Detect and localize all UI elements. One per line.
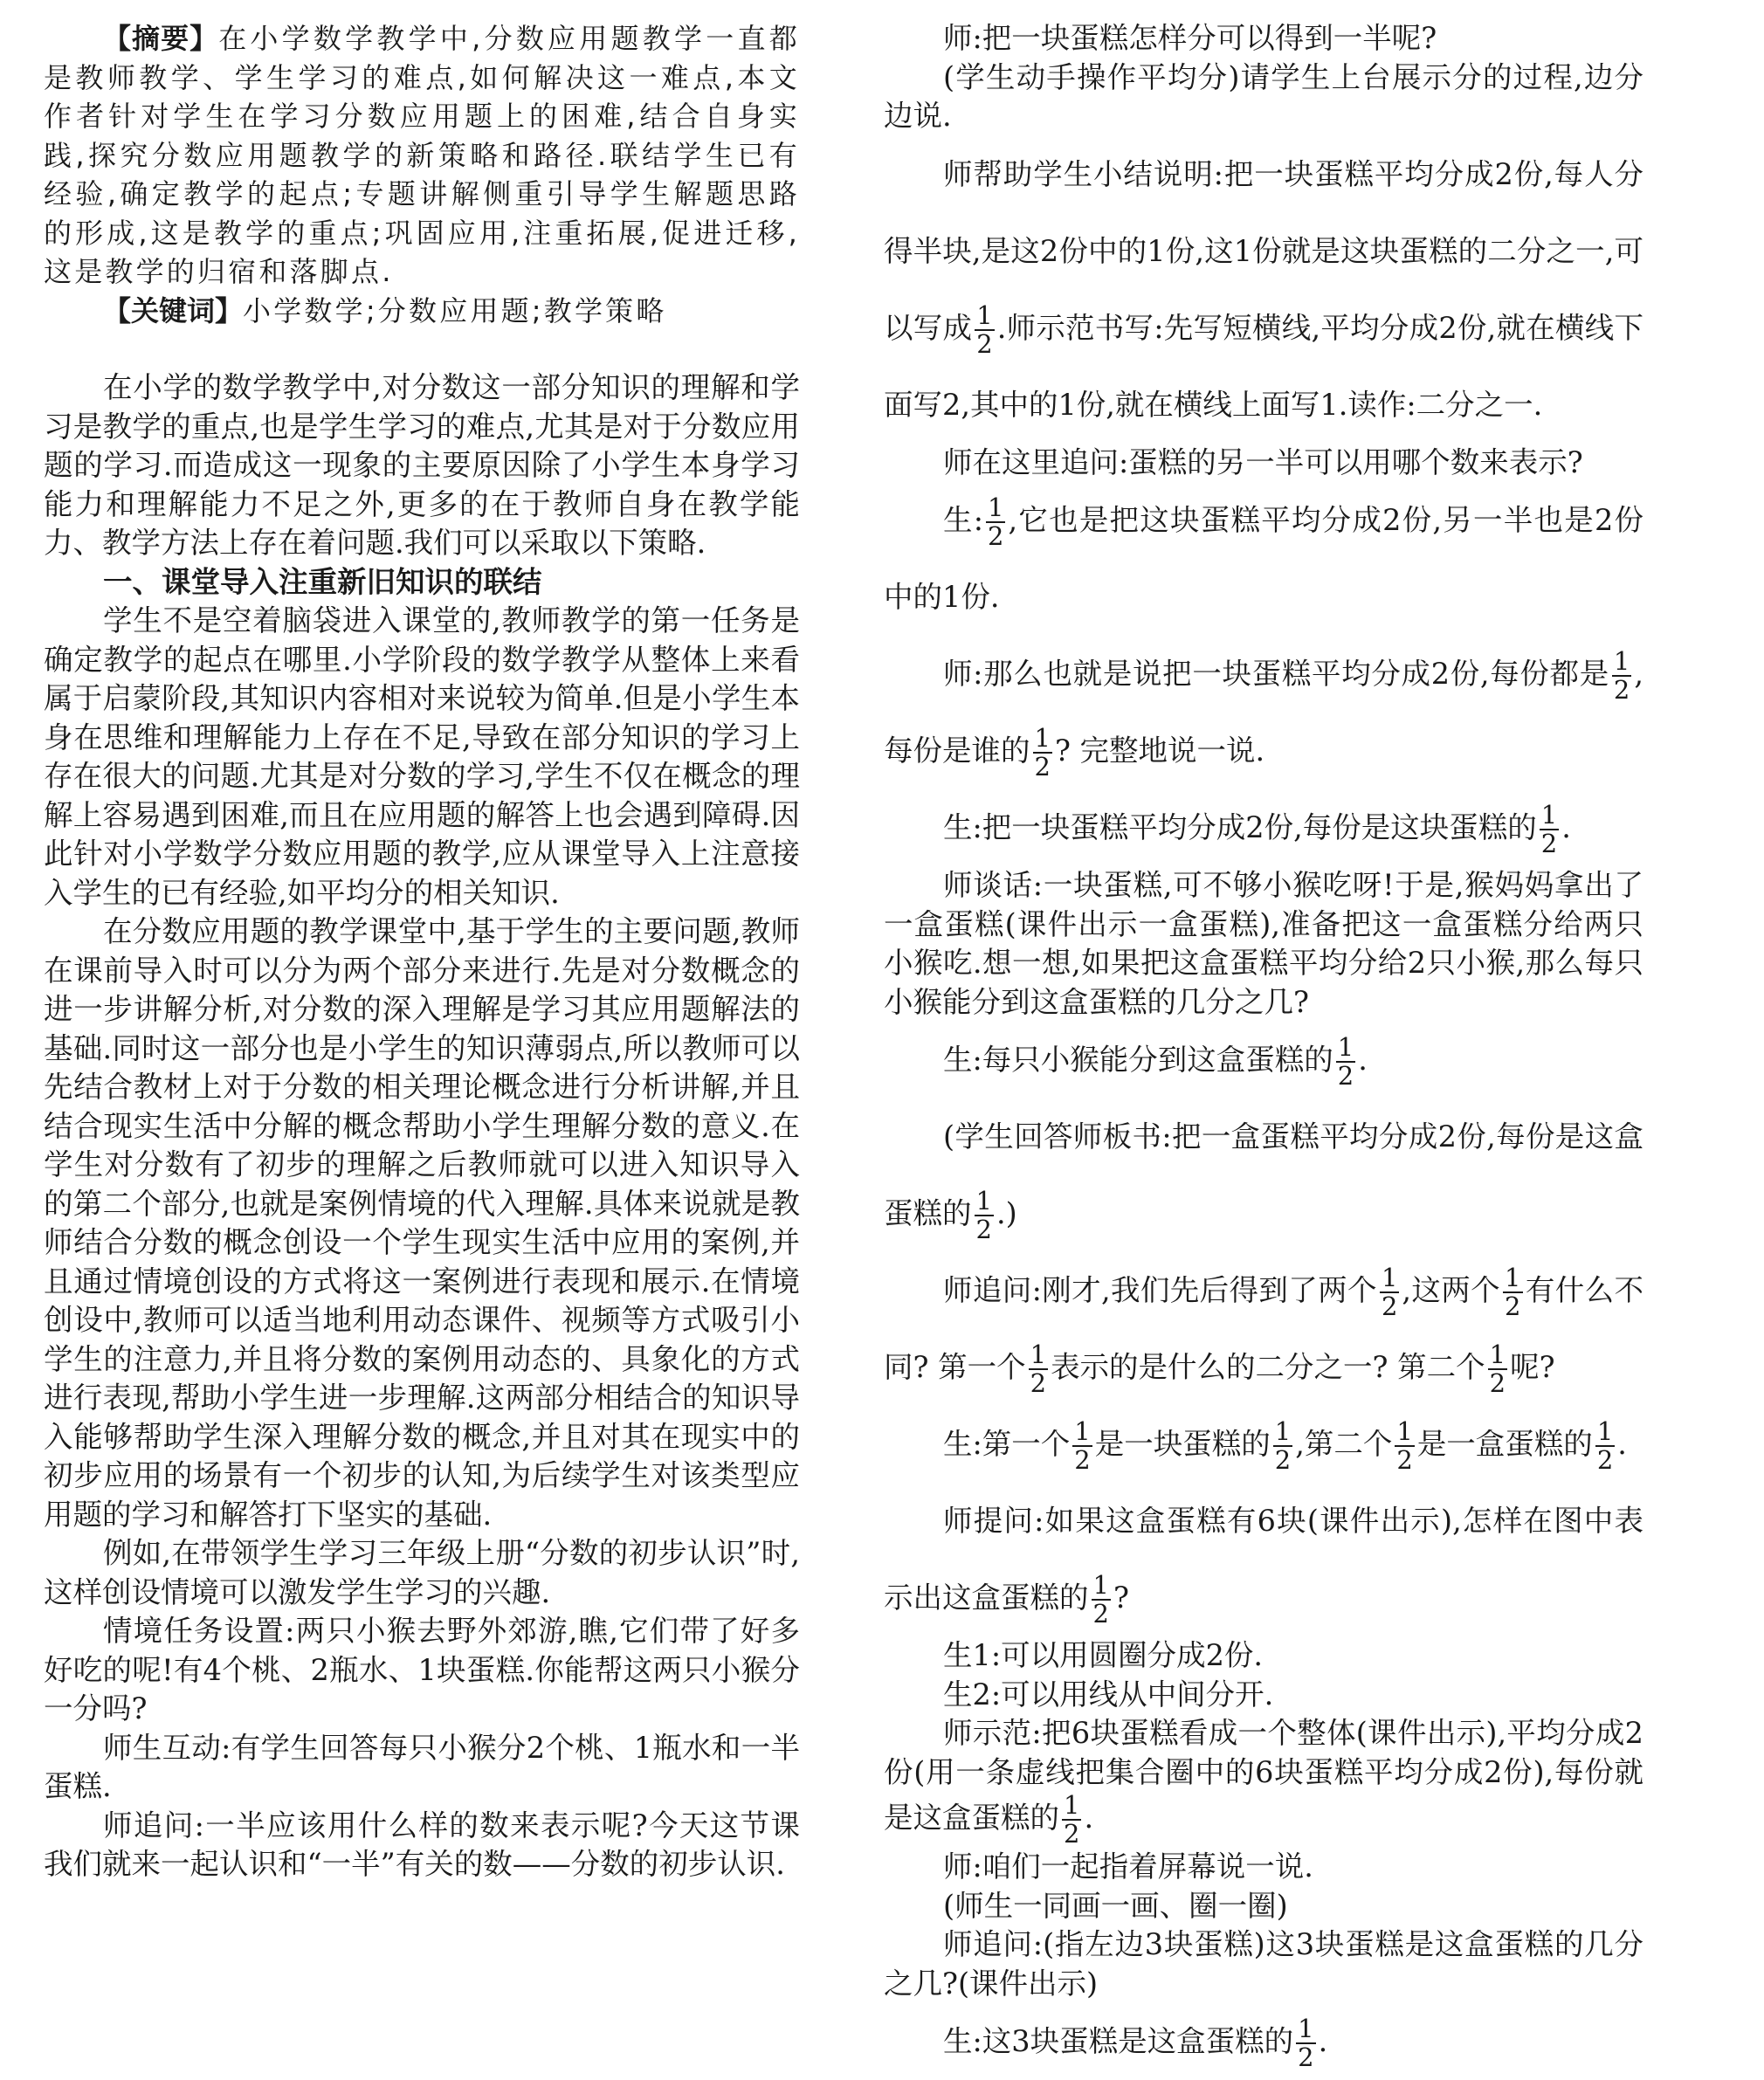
fraction: $\frac{1}{2}$ — [1613, 646, 1630, 705]
paragraph: (学生回答师板书:把一盒蛋糕平均分成2份,每份是这盒蛋糕的 $\frac{1}{2}$ .) — [884, 1119, 1643, 1244]
fraction: $\frac{1}{2}$ — [1505, 1263, 1521, 1321]
fraction: $\frac{1}{2}$ — [1034, 723, 1051, 782]
left-column — [44, 19, 800, 1884]
paragraph: 生:第一个 $\frac{1}{2}$ 是一块蛋糕的 $\frac{1}{2}$ ,第二个 $\frac{1}{2}$ 是一盒蛋糕的 $\frac{1}{2}$ . — [943, 1416, 1627, 1475]
fraction: $\frac{1}{2}$ — [1596, 1416, 1614, 1475]
paragraph: 师:咱们一起指着屏幕说一说. — [943, 1849, 1313, 1884]
fraction: $\frac{1}{2}$ — [1489, 1340, 1506, 1398]
abstract — [44, 19, 800, 292]
paragraph: 师生互动:有学生回答每只小猴分2个桃、1瓶水和一半蛋糕. — [44, 1730, 800, 1803]
paragraph: 情境任务设置:两只小猴去野外郊游,瞧,它们带了好多好吃的呢!有4个桃、2瓶水、1块蛋糕.你能帮这两只小猴分一分吗? — [44, 1614, 800, 1725]
paragraph: 在分数应用题的教学课堂中,基于学生的主要问题,教师在课前导入时可以分为两个部分来进行.先是对分数概念的进一步讲解分析,对分数的深入理解是学习其应用题解法的基础.同时这一部分也是小学生的知识薄弱点,所以教师可以先结合教材上对于分数的相关理论概念进行分析讲解,并且结合现实生活中分解的概念帮助小学生理解分数的意义.在学生对分数有了初步的理解之后教师就可以进入知识导入的第二个部分,也就是案例情境的代入理解.具体来说就是教师结合分数的概念创设一个学生现实生活中应用的案例,并且通过情境创设的方式将这一案例进行表现和展示.在情境创设中,教师可以适当地利用动态课件、视频等方式吸引小学生的注意力,并且将分数的案例用动态的、具象化的方式进行表现,帮助小学生进一步理解.这两部分相结合的知识导入能够帮助学生深入理解分数的概念,并且对其在现实中的初步应用的场景有一个初步的认知,为后续学生对该类型应用题的学习和解答打下坚实的基础. — [44, 914, 800, 1532]
keywords-text: 小学数学;分数应用题;教学策略 — [243, 293, 667, 327]
paragraph: 师示范:把6块蛋糕看成一个整体(课件出示),平均分成2份(用一条虚线把集合圈中的6块蛋糕平均分成2份),每份就是这盒蛋糕的 $\frac{1}{2}$ . — [884, 1716, 1643, 1849]
paragraph: 师谈话:一块蛋糕,可不够小猴吃呀!于是,猴妈妈拿出了一盒蛋糕(课件出示一盒蛋糕),准备把这一盒蛋糕分给两只小猴吃.想一想,如果把这盒蛋糕平均分给2只小猴,那么每只小猴能分到这盒蛋糕的几分之几? — [884, 868, 1643, 1019]
fraction: $\frac{1}{2}$ — [1540, 800, 1558, 858]
paragraph: 生2:可以用线从中间分开. — [943, 1677, 1274, 1712]
paragraph: 生1:可以用圆圈分成2份. — [943, 1638, 1264, 1672]
paragraph: 例如,在带领学生学习三年级上册“分数的初步认识”时,这样创设情境可以激发学生学习的兴趣. — [44, 1536, 800, 1609]
abstract-text: 在小学数学教学中,分数应用题教学一直都是教师教学、学生学习的难点,如何解决这一难点,本文作者针对学生在学习分数应用题上的困难,结合自身实践,探究分数应用题教学的新策略和路径.联结学生已有经验,确定教学的起点;专题讲解侧重引导学生解题思路的形成,这是教学的重点;巩固应用,注重拓展,促进迁移,这是教学的归宿和落脚点. — [44, 22, 800, 288]
abstract-label: 【摘要】 — [103, 22, 219, 55]
paragraph: 师在这里追问:蛋糕的另一半可以用哪个数来表示? — [943, 444, 1583, 479]
paragraph: 生:把一块蛋糕平均分成2份,每份是这块蛋糕的 $\frac{1}{2}$ . — [943, 800, 1571, 858]
paragraph: 师提问:如果这盒蛋糕有6块(课件出示),怎样在图中表示出这盒蛋糕的 $\frac{1}{2}$ ? — [884, 1504, 1643, 1629]
keywords — [44, 292, 800, 331]
fraction: $\frac{1}{2}$ — [988, 492, 1004, 551]
fraction: $\frac{1}{2}$ — [975, 1186, 992, 1244]
paragraph: 师:那么也就是说把一块蛋糕平均分成2份,每份都是 $\frac{1}{2}$ ,每份是谁的 $\frac{1}{2}$ ? 完整地说一说. — [884, 646, 1643, 782]
keywords-label: 【关键词】 — [103, 293, 244, 327]
fraction: $\frac{1}{2}$ — [1030, 1340, 1047, 1398]
paragraph: 师帮助学生小结说明:把一块蛋糕平均分成2份,每人分得半块,是这2份中的1份,这1份就是这块蛋糕的二分之一,可以写成 $\frac{1}{2}$ .师示范书写:先写短横线,平均分成2份,就在横线下面写2,其中的1份,就在横线上面写1.读作:二分之一. — [884, 156, 1644, 422]
paragraph: 生:每只小猴能分到这盒蛋糕的 $\frac{1}{2}$ . — [943, 1032, 1368, 1091]
fraction: $\frac{1}{2}$ — [1298, 2014, 1314, 2072]
section-heading: 一、课堂导入注重新旧知识的联结 — [103, 564, 542, 599]
paragraph: 师追问:刚才,我们先后得到了两个 $\frac{1}{2}$ ,这两个 $\frac{1}{2}$ 有什么不同? 第一个 $\frac{1}{2}$ 表示的是什么的二分之一? 第二个 $\frac{1}{2}$ 呢? — [884, 1263, 1643, 1398]
paragraph: 生: $\frac{1}{2}$ ,它也是把这块蛋糕平均分成2份,另一半也是2份中的1份. — [884, 492, 1643, 614]
fraction: $\frac{1}{2}$ — [1381, 1263, 1398, 1321]
right-column — [884, 19, 1643, 2080]
paragraph: 师追问:一半应该用什么样的数来表示呢?今天这节课我们就来一起认识和“一半”有关的数——分数的初步认识. — [44, 1808, 800, 1881]
fraction: $\frac{1}{2}$ — [1274, 1416, 1292, 1475]
paragraph: 学生不是空着脑袋进入课堂的,教师教学的第一任务是确定教学的起点在哪里.小学阶段的数学教学从整体上来看属于启蒙阶段,其知识内容相对来说较为简单.但是小学生本身在思维和理解能力上存在不足,导致在部分知识的学习上存在很大的问题.尤其是对分数的学习,学生不仅在概念的理解上容易遇到困难,而且在应用题的解答上也会遇到障碍.因此针对小学数学分数应用题的教学,应从课堂导入上注意接入学生的已有经验,如平均分的相关知识. — [44, 603, 800, 910]
fraction: $\frac{1}{2}$ — [1337, 1032, 1354, 1091]
paragraph: 师:把一块蛋糕怎样分可以得到一半呢? — [943, 21, 1437, 55]
fraction: $\frac{1}{2}$ — [1074, 1416, 1091, 1475]
paragraph: 生:这3块蛋糕是这盒蛋糕的 $\frac{1}{2}$ . — [943, 2014, 1328, 2072]
paragraph: 师追问:(指左边3块蛋糕)这3块蛋糕是这盒蛋糕的几分之几?(课件出示) — [884, 1927, 1643, 2001]
paragraph: (学生动手操作平均分)请学生上台展示分的过程,边分边说. — [884, 59, 1643, 133]
fraction: $\frac{1}{2}$ — [1396, 1416, 1413, 1475]
fraction: $\frac{1}{2}$ — [1064, 1790, 1080, 1849]
intro-paragraph: 在小学的数学教学中,对分数这一部分知识的理解和学习是教学的重点,也是学生学习的难点,尤其是对于分数应用题的学习.而造成这一现象的主要原因除了小学生本身学习能力和理解能力不足之外,更多的在于教师自身在教学能力、教学方法上存在着问题.我们可以采取以下策略. — [44, 370, 800, 560]
fraction: $\frac{1}{2}$ — [1092, 1570, 1109, 1629]
paragraph: (师生一同画一画、圈一圈) — [943, 1888, 1288, 1923]
fraction: $\frac{1}{2}$ — [976, 300, 993, 359]
